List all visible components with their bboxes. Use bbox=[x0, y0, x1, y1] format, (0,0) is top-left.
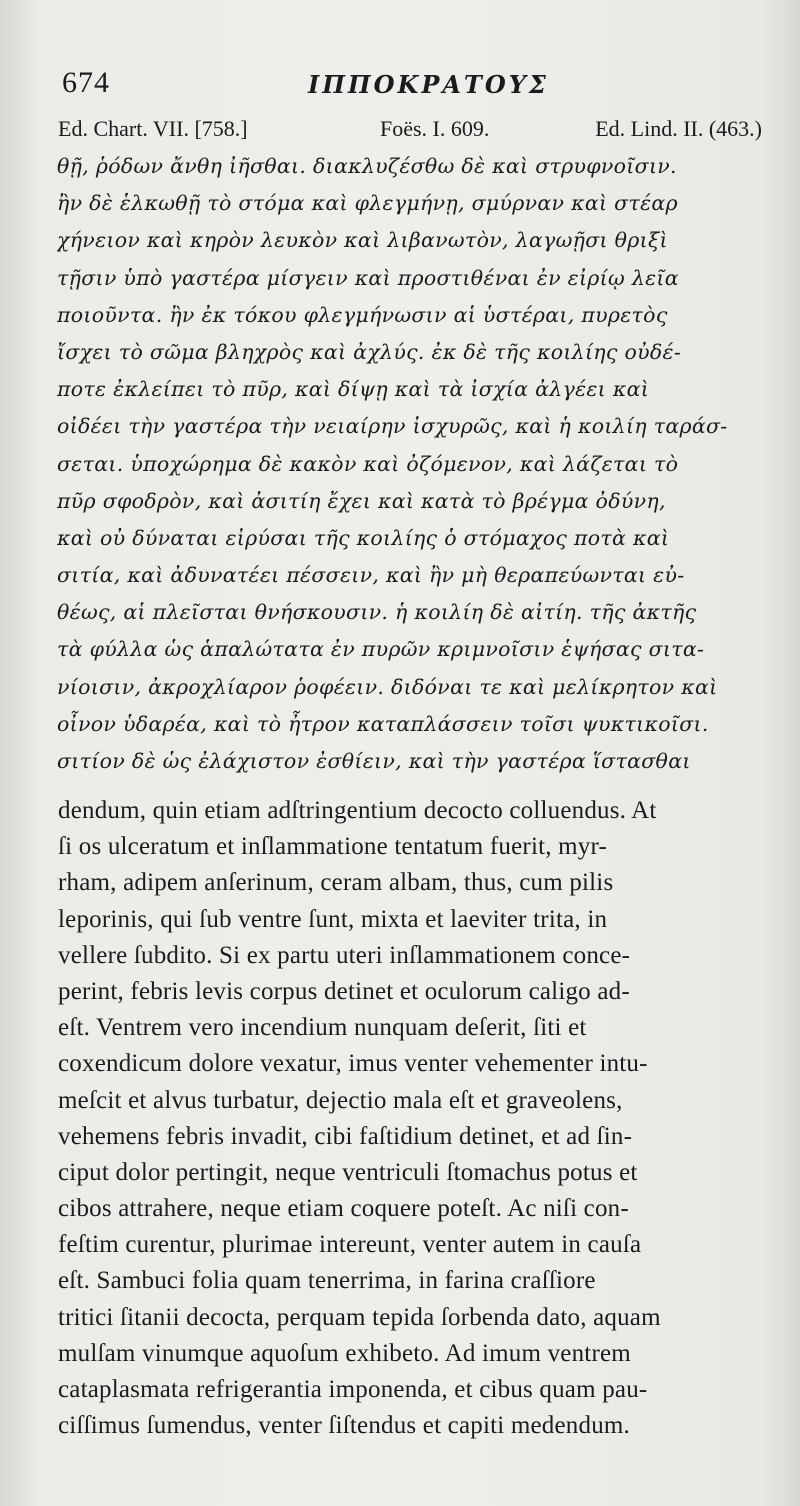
latin-line: feſtim curentur, plurimae intereunt, venter autem in cauſa bbox=[58, 1231, 642, 1259]
latin-line: vellere ſubdito. Si ex partu uteri inſlammationem conce- bbox=[58, 941, 631, 969]
page-number: 674 bbox=[62, 66, 110, 99]
latin-line: dendum, quin etiam adſtringentium decocto colluendus. At bbox=[58, 797, 657, 824]
greek-text-block bbox=[57, 148, 767, 780]
greek-line: θέως, αἱ πλεῖσται θνήσκουσιν. ἡ κοιλίη δὲ αἰτίη. τῆς ἀκτῆς bbox=[57, 600, 697, 625]
latin-line: ciput dolor pertingit, neque ventriculi ſtomachus potus et bbox=[58, 1158, 638, 1186]
edition-chartier: Ed. Chart. VII. [758.] bbox=[58, 116, 248, 141]
greek-line: καὶ οὐ δύναται εἰρύσαι τῆς κοιλίης ὁ στόμαχος ποτὰ καὶ bbox=[57, 525, 670, 550]
latin-text-block bbox=[58, 793, 768, 1444]
latin-line: coxendicum dolore vexatur, imus venter vehementer intu- bbox=[58, 1050, 648, 1078]
greek-line: ἢν δὲ ἑλκωθῇ τὸ στόμα καὶ φλεγμήνῃ, σμύρναν καὶ στέαρ bbox=[57, 191, 678, 216]
show-through-text bbox=[100, 752, 760, 782]
edition-references bbox=[58, 116, 762, 146]
greek-line: νίοισιν, ἀκροχλίαρον ῥοφέειν. διδόναι τε καὶ μελίκρητον καὶ bbox=[57, 674, 718, 699]
greek-line: οἰδέει τὴν γαστέρα τὴν νειαίρην ἰσχυρῶς, καὶ ἡ κοιλίη ταράσ- bbox=[57, 414, 728, 439]
edition-linden: Ed. Lind. II. (463.) bbox=[595, 116, 762, 141]
greek-line: σιτία, καὶ ἀδυνατέει πέσσειν, καὶ ἢν μὴ θεραπεύωνται εὐ- bbox=[57, 563, 685, 588]
latin-line: mulſam vinumque aquoſum exhibeto. Ad imum ventrem bbox=[58, 1339, 631, 1367]
greek-line: ἴσχει τὸ σῶμα βληχρὸς καὶ ἀχλύς. ἐκ δὲ τῆς κοιλίης οὐδέ- bbox=[57, 339, 682, 364]
greek-line: θῇ, ῥόδων ἄνθη ἰῆσθαι. διακλυζέσθω δὲ καὶ στρυφνοῖσιν. bbox=[57, 154, 677, 178]
latin-line: cataplasmata refrigerantia imponenda, et cibus quam pau- bbox=[58, 1376, 648, 1403]
latin-line: rham, adipem anſerinum, ceram albam, thus, cum pilis bbox=[58, 869, 614, 897]
latin-line: ciſſimus ſumendus, venter ſiſtendus et capiti medendum. bbox=[58, 1412, 630, 1440]
latin-line: cibos attrahere, neque etiam coquere poteſt. Ac niſi con- bbox=[58, 1195, 629, 1223]
page-header bbox=[58, 66, 760, 106]
latin-line: perint, febris levis corpus detinet et oculorum caligo ad- bbox=[58, 977, 630, 1005]
greek-line: ποτε ἐκλείπει τὸ πῦρ, καὶ δίψῃ καὶ τὰ ἰσχία ἀλγέει καὶ bbox=[57, 377, 650, 402]
greek-line: τὰ φύλλα ὡς ἁπαλώτατα ἐν πυρῶν κριμνοῖσιν ἑψήσας σιτα- bbox=[57, 637, 705, 662]
greek-line: οἶνον ὑδαρέα, καὶ τὸ ἦτρον καταπλάσσειν τοῖσι ψυκτικοῖσι. bbox=[57, 711, 709, 736]
greek-line: τῇσιν ὑπὸ γαστέρα μίσγειν καὶ προστιθέναι ἐν εἰρίῳ λεῖα bbox=[57, 265, 679, 290]
greek-line: σεται. ὑποχώρημα δὲ κακὸν καὶ ὀζόμενον, καὶ λάζεται τὸ bbox=[57, 451, 679, 476]
latin-line: eſt. Sambuci folia quam tenerrima, in farina craſſiore bbox=[58, 1267, 596, 1295]
greek-line: πῦρ σφοδρὸν, καὶ ἀσιτίη ἔχει καὶ κατὰ τὸ βρέγμα ὀδύνη, bbox=[57, 488, 666, 513]
greek-line: ποιοῦντα. ἢν ἐκ τόκου φλεγμήνωσιν αἱ ὑστέραι, πυρετὸς bbox=[57, 302, 668, 327]
greek-line: σιτίον δὲ ὡς ἐλάχιστον ἐσθίειν, καὶ τὴν γαστέρα ἵστασθαι bbox=[57, 749, 691, 773]
greek-line: χήνειον καὶ κηρὸν λευκὸν καὶ λιβανωτὸν, λαγωῇσι θριξὶ bbox=[57, 228, 668, 253]
latin-line: leporinis, qui ſub ventre ſunt, mixta et laeviter trita, in bbox=[58, 905, 608, 933]
latin-line: eſt. Ventrem vero incendium nunquam deſerit, ſiti et bbox=[58, 1014, 587, 1042]
latin-line: vehemens febris invadit, cibi faſtidium detinet, et ad ſin- bbox=[58, 1122, 633, 1150]
edition-foes: Foës. I. 609. bbox=[380, 116, 490, 141]
latin-line: meſcit et alvus turbatur, dejectio mala eſt et graveolens, bbox=[58, 1086, 623, 1114]
latin-line: ſi os ulceratum et inſlammatione tentatum fuerit, myr- bbox=[58, 833, 608, 861]
running-title: ΙΠΠΟΚΡΑΤΟΥΣ bbox=[308, 70, 549, 99]
latin-line: tritici ſitanii decocta, perquam tepida ſorbenda dato, aquam bbox=[58, 1303, 661, 1331]
